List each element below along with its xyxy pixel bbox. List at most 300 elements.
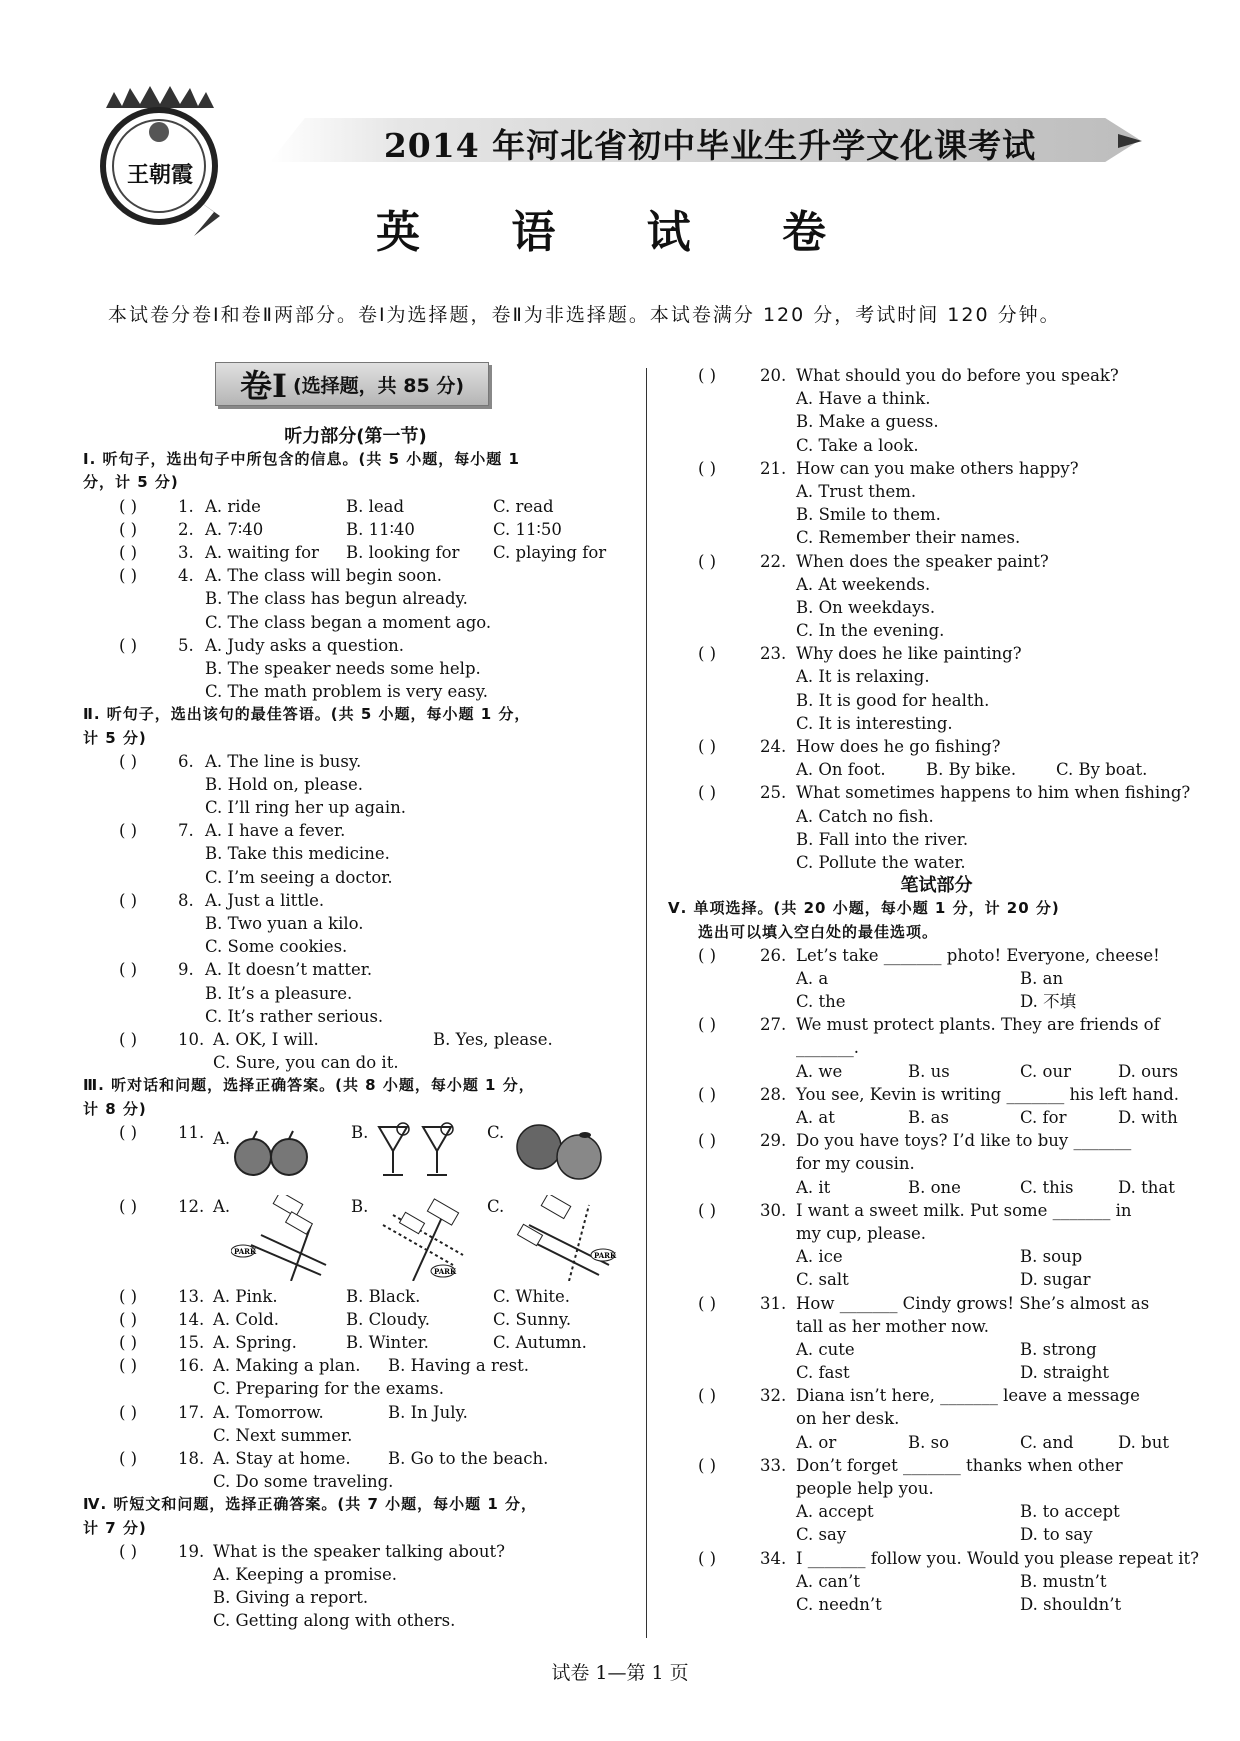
question-9-b xyxy=(83,982,628,1005)
question-number: 8. xyxy=(178,890,194,910)
volume-name: 卷Ⅰ xyxy=(239,367,287,405)
option-b: B. mustn’t xyxy=(1020,1571,1107,1591)
question-stem: How _______ Cindy grows! She’s almost as xyxy=(796,1293,1150,1313)
question-stem: Why does he like painting? xyxy=(796,644,1022,664)
question-24 xyxy=(668,735,1205,758)
question-number: 23. xyxy=(760,644,787,664)
option-c: C. Sunny. xyxy=(493,1309,572,1329)
question-23-a xyxy=(668,665,1205,688)
option-c: C. the xyxy=(796,992,846,1012)
question-8-b xyxy=(83,912,628,935)
option-a: A. At weekends. xyxy=(796,574,931,594)
option-a: A. Tomorrow. xyxy=(213,1402,324,1422)
question-34-cd xyxy=(668,1593,1205,1616)
option-b: B. It’s a pleasure. xyxy=(205,983,353,1003)
question-16 xyxy=(83,1354,628,1377)
question-32-options xyxy=(668,1431,1205,1454)
question-21-a xyxy=(668,480,1205,503)
oranges-icon[interactable] xyxy=(509,1121,609,1183)
option-b: B. Giving a report. xyxy=(213,1588,369,1608)
question-11 xyxy=(83,1121,628,1195)
question-33-cd xyxy=(668,1523,1205,1546)
question-number: 32. xyxy=(760,1386,787,1406)
question-8-c xyxy=(83,935,628,958)
question-26-cd xyxy=(668,990,1205,1013)
option-a: A. accept xyxy=(796,1502,874,1522)
question-1 xyxy=(83,495,628,518)
question-number: 31. xyxy=(760,1293,787,1313)
option-c: C. Remember their names. xyxy=(796,528,1021,548)
option-b: B. The speaker needs some help. xyxy=(205,658,481,678)
answer-slot[interactable]: ( ) xyxy=(119,821,138,841)
option-d: D. straight xyxy=(1020,1363,1110,1383)
question-stem-cont: on her desk. xyxy=(796,1409,900,1429)
option-c: C. Pollute the water. xyxy=(796,852,966,872)
question-15 xyxy=(83,1331,628,1354)
question-number: 29. xyxy=(760,1131,787,1151)
answer-slot[interactable]: ( ) xyxy=(698,783,717,803)
question-stem: You see, Kevin is writing _______ his left hand. xyxy=(796,1084,1180,1104)
question-number: 26. xyxy=(760,945,787,965)
question-22-a xyxy=(668,573,1205,596)
question-number: 7. xyxy=(178,821,194,841)
option-c: C. our xyxy=(1020,1061,1071,1081)
question-20-c xyxy=(668,434,1205,457)
option-b: B. so xyxy=(908,1432,950,1452)
option-c: C. The class began a moment ago. xyxy=(205,612,492,632)
question-20-b xyxy=(668,410,1205,433)
map-a-park-label: PARK xyxy=(234,1246,257,1256)
question-30-cd xyxy=(668,1268,1205,1291)
question-10 xyxy=(83,1028,628,1051)
option-b: B. Make a guess. xyxy=(796,412,939,432)
option-a: A. at xyxy=(796,1108,835,1128)
option-a: A. cute xyxy=(796,1339,855,1359)
question-26-ab xyxy=(668,967,1205,990)
question-number: 24. xyxy=(760,737,787,756)
question-number: 1. xyxy=(178,496,194,516)
answer-slot[interactable]: ( ) xyxy=(698,644,717,664)
drinks-icon[interactable] xyxy=(373,1121,459,1187)
answer-slot[interactable]: ( ) xyxy=(698,737,717,756)
question-19 xyxy=(83,1540,628,1563)
question-number: 4. xyxy=(178,566,194,586)
question-stem-cont: people help you. xyxy=(796,1479,934,1499)
question-34-ab xyxy=(668,1570,1205,1593)
option-a: A. waiting for xyxy=(205,542,319,562)
option-c: C. I’ll ring her up again. xyxy=(205,798,407,818)
question-30-ab xyxy=(668,1245,1205,1268)
exam-title: 2014 年河北省初中毕业生升学文化课考试 xyxy=(383,126,1037,165)
question-4-c xyxy=(83,611,628,634)
section-4-heading: Ⅳ. 听短文和问题，选择正确答案。(共 7 小题，每小题 1 分， xyxy=(83,1495,538,1514)
option-c: C. Getting along with others. xyxy=(213,1611,456,1631)
map-b-icon[interactable] xyxy=(373,1195,473,1281)
option-b: B. Fall into the river. xyxy=(796,829,969,849)
question-number: 2. xyxy=(178,519,194,539)
option-b: B. By bike. xyxy=(926,760,1017,780)
answer-slot[interactable]: ( ) xyxy=(119,751,138,771)
option-b: B. Smile to them. xyxy=(796,505,941,525)
answer-slot[interactable]: ( ) xyxy=(698,1548,717,1568)
question-stem-cont: tall as her mother now. xyxy=(796,1316,990,1336)
question-number: 10. xyxy=(178,1029,205,1049)
option-b: B. as xyxy=(908,1108,949,1128)
question-29-options xyxy=(668,1176,1205,1199)
option-a: A. I have a fever. xyxy=(205,821,346,841)
question-number: 3. xyxy=(178,542,194,562)
option-a: A. Have a think. xyxy=(796,389,931,409)
option-d: D. shouldn’t xyxy=(1020,1594,1122,1614)
question-stem: What should you do before you speak? xyxy=(796,366,1119,385)
option-b: B. lead xyxy=(346,496,405,516)
answer-slot[interactable]: ( ) xyxy=(119,1402,138,1422)
left-column xyxy=(83,425,628,1633)
column-divider xyxy=(646,368,647,1638)
question-31-stem2 xyxy=(668,1315,1205,1338)
question-stem: Do you have toys? I’d like to buy _______ xyxy=(796,1131,1132,1151)
question-17-c xyxy=(83,1424,628,1447)
option-c: C. White. xyxy=(493,1286,571,1306)
question-22-b xyxy=(668,596,1205,619)
question-18-c xyxy=(83,1470,628,1493)
question-31-cd xyxy=(668,1361,1205,1384)
question-8 xyxy=(83,889,628,912)
option-c: C. Take a look. xyxy=(796,435,919,455)
answer-slot[interactable]: ( ) xyxy=(119,519,138,539)
option-a: A. On foot. xyxy=(796,760,886,780)
option-c: C. needn’t xyxy=(796,1594,882,1614)
option-b: B. Go to the beach. xyxy=(388,1449,549,1469)
answer-slot[interactable]: ( ) xyxy=(698,1084,717,1104)
right-column xyxy=(668,364,1205,1616)
option-d: D. ours xyxy=(1118,1061,1179,1081)
option-b: B. Having a rest. xyxy=(388,1356,529,1376)
page-footer: 试卷 1—第 1 页 xyxy=(551,1662,689,1684)
option-b: B. one xyxy=(908,1177,961,1197)
answer-slot[interactable]: ( ) xyxy=(119,890,138,910)
option-b: B. Hold on, please. xyxy=(205,774,363,794)
answer-slot[interactable]: ( ) xyxy=(119,1449,138,1469)
option-a: A. ride xyxy=(205,496,261,516)
option-b: B. soup xyxy=(1020,1247,1083,1267)
question-6-c xyxy=(83,796,628,819)
question-5-b xyxy=(83,657,628,680)
question-stem: What is the speaker talking about? xyxy=(213,1541,505,1561)
option-a: A. Pink. xyxy=(213,1286,278,1306)
answer-slot[interactable]: ( ) xyxy=(119,960,138,980)
option-b: B. On weekdays. xyxy=(796,597,936,617)
question-7-c xyxy=(83,866,628,889)
question-17 xyxy=(83,1401,628,1424)
question-number: 27. xyxy=(760,1015,787,1035)
section-1-heading-2: 分，计 5 分) xyxy=(83,473,179,492)
option-a: A. It is relaxing. xyxy=(796,667,930,687)
question-20-a xyxy=(668,387,1205,410)
section-2-heading-2: 计 5 分) xyxy=(83,728,147,747)
question-21 xyxy=(668,457,1205,480)
option-a: A. Catch no fish. xyxy=(796,806,934,826)
question-number: 30. xyxy=(760,1200,787,1220)
volume-note: (选择题，共 85 分) xyxy=(292,374,465,397)
question-25-a xyxy=(668,805,1205,828)
question-number: 12. xyxy=(178,1196,205,1216)
question-23-c xyxy=(668,712,1205,735)
question-stem: We must protect plants. They are friends of xyxy=(796,1015,1160,1035)
question-33-ab xyxy=(668,1500,1205,1523)
map-c-icon[interactable] xyxy=(509,1195,619,1281)
option-c: C. read xyxy=(493,496,554,516)
option-b: B. to accept xyxy=(1020,1502,1120,1522)
section-5-subheading: 选出可以填入空白处的最佳选项。 xyxy=(698,922,939,941)
option-a: A. The line is busy. xyxy=(205,751,362,771)
question-25 xyxy=(668,781,1205,804)
option-b: B. Winter. xyxy=(346,1333,429,1353)
question-number: 33. xyxy=(760,1455,787,1475)
question-33-stem2 xyxy=(668,1477,1205,1500)
option-a: A. Keeping a promise. xyxy=(213,1565,397,1585)
question-number: 11. xyxy=(178,1122,205,1142)
option-a: A. 7∶40 xyxy=(205,519,264,539)
header-arrow-icon xyxy=(1118,134,1142,148)
question-stem: Let’s take _______ photo! Everyone, cheese! xyxy=(796,945,1160,965)
question-19-c xyxy=(83,1609,628,1632)
logo-text: 王朝霞 xyxy=(126,163,193,188)
question-number: 5. xyxy=(178,635,194,655)
question-number: 25. xyxy=(760,783,787,803)
question-9 xyxy=(83,958,628,981)
question-number: 22. xyxy=(760,551,787,571)
question-stem: How does he go fishing? xyxy=(796,737,1001,756)
question-27 xyxy=(668,1013,1205,1036)
question-number: 19. xyxy=(178,1541,205,1561)
listening-title: 听力部分(第一节) xyxy=(284,426,427,447)
option-a: A. Trust them. xyxy=(796,481,917,501)
option-a: A. or xyxy=(796,1432,837,1452)
answer-slot[interactable]: ( ) xyxy=(119,496,138,516)
option-a: A. it xyxy=(796,1177,831,1197)
option-c: C. and xyxy=(1020,1432,1074,1452)
option-c: C. say xyxy=(796,1525,847,1545)
answer-slot[interactable]: ( ) xyxy=(119,542,138,562)
question-29 xyxy=(668,1129,1205,1152)
option-d: D. 不填 xyxy=(1020,992,1077,1012)
question-number: 9. xyxy=(178,960,194,980)
option-b: B. Black. xyxy=(346,1286,421,1306)
question-18 xyxy=(83,1447,628,1470)
section-5-heading: Ⅴ. 单项选择。(共 20 小题，每小题 1 分，计 20 分) xyxy=(668,899,1060,918)
option-b: B. Take this medicine. xyxy=(205,844,390,864)
question-21-b xyxy=(668,503,1205,526)
option-c: C. It’s rather serious. xyxy=(205,1006,384,1026)
question-19-b xyxy=(83,1586,628,1609)
option-a: A. Stay at home. xyxy=(213,1449,351,1469)
answer-slot[interactable]: ( ) xyxy=(698,1200,717,1220)
question-4-b xyxy=(83,587,628,610)
option-a-label: A. xyxy=(213,1196,231,1216)
option-d: D. with xyxy=(1118,1108,1178,1128)
question-25-b xyxy=(668,828,1205,851)
option-d: D. sugar xyxy=(1020,1270,1091,1290)
option-c: C. 11∶50 xyxy=(493,519,562,539)
question-13 xyxy=(83,1285,628,1308)
question-31 xyxy=(668,1292,1205,1315)
option-a: A. Just a little. xyxy=(205,890,325,910)
question-stem-cont: my cup, please. xyxy=(796,1223,927,1243)
answer-slot[interactable]: ( ) xyxy=(119,1029,138,1049)
option-c: C. fast xyxy=(796,1363,850,1383)
option-c: C. I’m seeing a doctor. xyxy=(205,867,393,887)
question-4 xyxy=(83,564,628,587)
question-28 xyxy=(668,1083,1205,1106)
question-27-options xyxy=(668,1060,1205,1083)
question-number: 28. xyxy=(760,1084,787,1104)
apples-icon[interactable] xyxy=(231,1127,311,1179)
map-a-icon[interactable] xyxy=(231,1195,331,1281)
question-23 xyxy=(668,642,1205,665)
answer-slot[interactable]: ( ) xyxy=(119,566,138,586)
question-30 xyxy=(668,1199,1205,1222)
option-a-label: A. xyxy=(213,1128,231,1148)
answer-slot[interactable]: ( ) xyxy=(119,1196,138,1216)
question-14 xyxy=(83,1308,628,1331)
option-a: A. can’t xyxy=(796,1571,860,1591)
option-c: C. Preparing for the exams. xyxy=(213,1379,444,1399)
question-33 xyxy=(668,1454,1205,1477)
section-2-heading: Ⅱ. 听句子，选出该句的最佳答语。(共 5 小题，每小题 1 分， xyxy=(83,705,531,724)
option-d: D. to say xyxy=(1020,1525,1093,1545)
question-7 xyxy=(83,819,628,842)
question-number: 17. xyxy=(178,1402,205,1422)
subject-title: 英 语 试 卷 xyxy=(376,207,864,258)
question-20 xyxy=(668,364,1205,387)
answer-slot[interactable]: ( ) xyxy=(119,1333,138,1353)
option-d: D. but xyxy=(1118,1432,1169,1452)
question-number: 15. xyxy=(178,1333,205,1353)
question-22 xyxy=(668,550,1205,573)
answer-slot[interactable]: ( ) xyxy=(119,1122,138,1142)
map-b-park-label: PARK xyxy=(434,1266,457,1276)
option-b: B. The class has begun already. xyxy=(205,589,468,609)
question-number: 6. xyxy=(178,751,194,771)
answer-slot[interactable]: ( ) xyxy=(698,1131,717,1151)
question-10-c xyxy=(83,1051,628,1074)
question-number: 18. xyxy=(178,1449,205,1469)
option-b: B. us xyxy=(908,1061,950,1081)
question-number: 16. xyxy=(178,1356,205,1376)
option-a: A. Making a plan. xyxy=(213,1356,361,1376)
question-stem: How can you make others happy? xyxy=(796,458,1079,478)
question-stem-cont: _______. xyxy=(796,1038,859,1058)
volume-banner xyxy=(215,362,489,406)
question-stem: I want a sweet milk. Put some _______ in xyxy=(796,1200,1132,1220)
question-6 xyxy=(83,750,628,773)
question-26 xyxy=(668,944,1205,967)
question-number: 20. xyxy=(760,366,787,385)
option-a: A. we xyxy=(796,1061,843,1081)
question-31-ab xyxy=(668,1338,1205,1361)
option-c: C. Next summer. xyxy=(213,1425,353,1445)
option-c: C. In the evening. xyxy=(796,621,945,641)
question-6-b xyxy=(83,773,628,796)
option-a: A. a xyxy=(796,968,829,988)
question-number: 21. xyxy=(760,458,787,478)
answer-slot[interactable]: ( ) xyxy=(119,1356,138,1376)
question-27-stem2 xyxy=(668,1036,1205,1059)
option-b: B. looking for xyxy=(346,542,460,562)
option-b: B. Cloudy. xyxy=(346,1309,431,1329)
option-c: C. Sure, you can do it. xyxy=(213,1053,399,1073)
answer-slot[interactable]: ( ) xyxy=(698,945,717,965)
answer-slot[interactable]: ( ) xyxy=(119,1309,138,1329)
option-c: C. The math problem is very easy. xyxy=(205,682,489,702)
intro-text: 本试卷分卷Ⅰ和卷Ⅱ两部分。卷Ⅰ为选择题，卷Ⅱ为非选择题。本试卷满分 120 分，考试时间 120 分钟。 xyxy=(108,304,1061,326)
question-2 xyxy=(83,518,628,541)
answer-slot[interactable]: ( ) xyxy=(698,1455,717,1475)
option-a: A. OK, I will. xyxy=(213,1029,319,1049)
answer-slot[interactable]: ( ) xyxy=(698,551,717,571)
answer-slot[interactable]: ( ) xyxy=(119,1541,138,1561)
answer-slot[interactable]: ( ) xyxy=(119,635,138,655)
question-28-options xyxy=(668,1106,1205,1129)
option-b: B. Two yuan a kilo. xyxy=(205,914,364,934)
option-c-label: C. xyxy=(487,1196,505,1216)
question-21-c xyxy=(668,526,1205,549)
option-b: B. Yes, please. xyxy=(433,1029,553,1049)
option-a: A. It doesn’t matter. xyxy=(205,960,373,980)
written-title: 笔试部分 xyxy=(900,875,973,897)
option-b-label: B. xyxy=(351,1122,369,1142)
option-c: C. playing for xyxy=(493,542,607,562)
option-c: C. Some cookies. xyxy=(205,937,348,957)
section-3-heading: Ⅲ. 听对话和问题，选择正确答案。(共 8 小题，每小题 1 分， xyxy=(83,1076,535,1095)
option-c: C. Autumn. xyxy=(493,1333,587,1353)
question-stem: Diana isn’t here, _______ leave a message xyxy=(796,1386,1140,1406)
answer-slot[interactable]: ( ) xyxy=(698,1293,717,1313)
answer-slot[interactable]: ( ) xyxy=(698,1015,717,1035)
question-stem-cont: for my cousin. xyxy=(796,1154,915,1174)
question-number: 34. xyxy=(760,1548,787,1568)
question-24-options xyxy=(668,758,1205,781)
option-d: D. that xyxy=(1118,1177,1175,1197)
question-30-stem2 xyxy=(668,1222,1205,1245)
option-a: A. The class will begin soon. xyxy=(205,566,443,586)
option-b-label: B. xyxy=(351,1196,369,1216)
question-22-c xyxy=(668,619,1205,642)
answer-slot[interactable]: ( ) xyxy=(698,366,717,385)
answer-slot[interactable]: ( ) xyxy=(698,1386,717,1406)
option-c: C. It is interesting. xyxy=(796,713,953,733)
section-1-heading: Ⅰ. 听句子，选出句子中所包含的信息。(共 5 小题，每小题 1 xyxy=(83,450,520,469)
section-4-heading-2: 计 7 分) xyxy=(83,1518,147,1537)
question-29-stem2 xyxy=(668,1152,1205,1175)
question-32-stem2 xyxy=(668,1407,1205,1430)
option-b: B. 11∶40 xyxy=(346,519,415,539)
question-5-c xyxy=(83,680,628,703)
question-7-b xyxy=(83,842,628,865)
option-a: A. Judy asks a question. xyxy=(205,635,405,655)
option-b: B. It is good for health. xyxy=(796,690,990,710)
question-12 xyxy=(83,1195,628,1285)
option-c: C. By boat. xyxy=(1056,760,1148,780)
question-stem: I _______ follow you. Would you please repeat it? xyxy=(796,1548,1200,1568)
answer-slot[interactable]: ( ) xyxy=(698,458,717,478)
answer-slot[interactable]: ( ) xyxy=(119,1286,138,1306)
section-3-heading-2: 计 8 分) xyxy=(83,1099,147,1118)
option-c: C. salt xyxy=(796,1270,849,1290)
question-number: 13. xyxy=(178,1286,205,1306)
map-c-park-label: PARK xyxy=(594,1250,617,1260)
